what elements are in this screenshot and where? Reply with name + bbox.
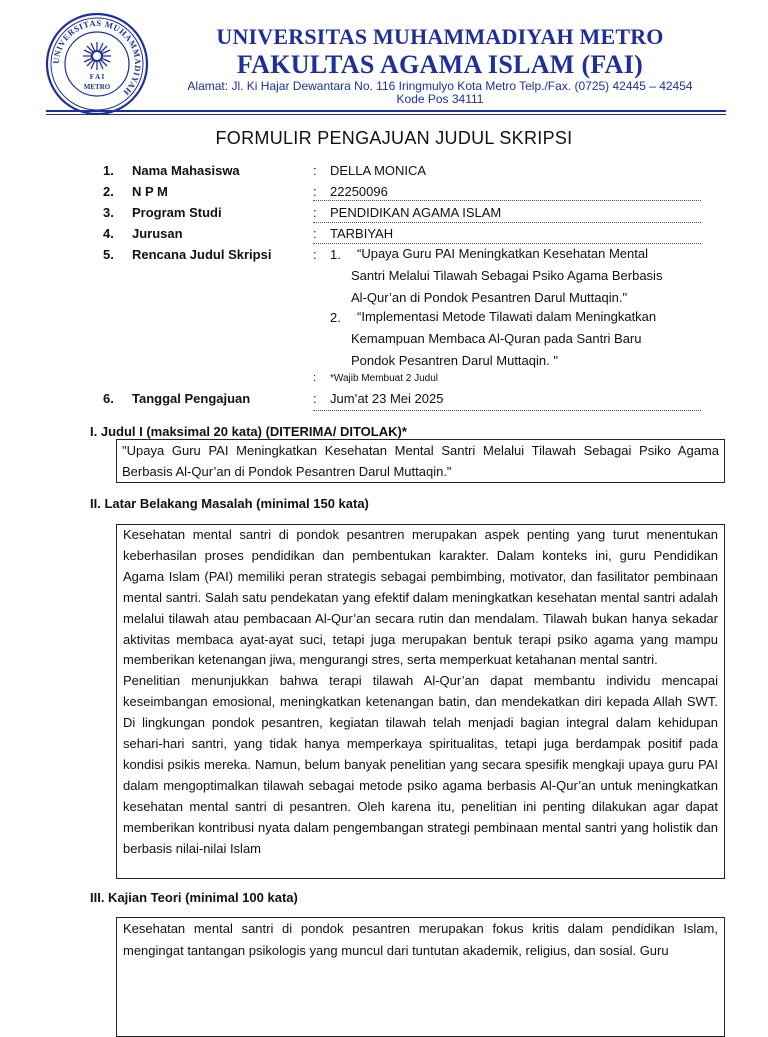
title-1-line-2: Santri Melalui Tilawah Sebagai Psiko Agama Berbasis xyxy=(351,268,663,283)
dotted-rule xyxy=(313,410,701,411)
seal-inner-text-fai: F A I xyxy=(89,73,105,81)
kajian-paragraph-1: Kesehatan mental santri di pondok pesantren merupakan fokus kritis dalam pendidikan Islam, mengingat tantangan psikologis yang muncul dari tuntutan akademik, religius, dan sosial. Guru xyxy=(123,921,718,958)
value-npm: 22250096 xyxy=(330,184,388,199)
title-number: 1. xyxy=(330,247,341,262)
title-2-line-3: Pondok Pesantren Darul Muttaqin. " xyxy=(351,353,558,368)
label-tanggal-pengajuan: Tanggal Pengajuan xyxy=(132,391,251,406)
section-judul-heading: I. Judul I (maksimal 20 kata) (DITERIMA/ DITOLAK)* xyxy=(90,424,407,439)
colon: : xyxy=(313,184,317,199)
colon: : xyxy=(313,372,317,384)
faculty-name: FAKULTAS AGAMA ISLAM (FAI) xyxy=(236,50,644,79)
value-tanggal-pengajuan: Jum’at 23 Mei 2025 xyxy=(330,391,444,406)
section-latar-box xyxy=(116,524,725,879)
dotted-rule xyxy=(313,200,701,201)
title-1-line-3: Al-Qur’an di Pondok Pesantren Darul Muttaqin." xyxy=(351,290,628,305)
colon: : xyxy=(313,163,317,178)
row-number: 2. xyxy=(103,184,114,199)
value-program-studi: PENDIDIKAN AGAMA ISLAM xyxy=(330,205,502,220)
address-line-2: Kode Pos 34111 xyxy=(396,92,484,106)
titles-note: *Wajib Membuat 2 Judul xyxy=(330,373,439,384)
header-rule-thick xyxy=(46,110,726,112)
form-title: FORMULIR PENGAJUAN JUDUL SKRIPSI xyxy=(215,128,573,148)
seal-ring-text: UNIVERSITAS MUHAMMADIYAH xyxy=(50,17,144,98)
section-judul-box xyxy=(116,439,725,483)
section-latar-heading: II. Latar Belakang Masalah (minimal 150 kata) xyxy=(90,496,369,511)
university-seal-icon xyxy=(45,12,149,116)
label-jurusan: Jurusan xyxy=(132,226,183,241)
title-2-line-2: Kemampuan Membaca Al-Quran pada Santri Baru xyxy=(351,331,642,346)
label-npm: N P M xyxy=(132,184,168,199)
colon: : xyxy=(313,226,317,241)
value-jurusan: TARBIYAH xyxy=(330,226,394,241)
row-number: 5. xyxy=(103,247,114,262)
dotted-rule xyxy=(313,222,701,223)
value-nama-mahasiswa: DELLA MONICA xyxy=(330,163,427,178)
row-number: 4. xyxy=(103,226,114,241)
section-judul-text: "Upaya Guru PAI Meningkatkan Kesehatan Mental Santri Melalui Tilawah Sebagai Psiko Agama Berbasis Al-Qur’an di Pondok Pesantren Darul Muttaqin." xyxy=(122,443,719,479)
label-rencana-judul: Rencana Judul Skripsi xyxy=(132,247,272,262)
university-name: UNIVERSITAS MUHAMMADIYAH METRO xyxy=(216,24,664,49)
title-number: 2. xyxy=(330,310,341,325)
header-rule-thin xyxy=(46,114,726,115)
title-1-line-1: “Upaya Guru PAI Meningkatkan Kesehatan Mental xyxy=(357,246,648,261)
latar-paragraph-2: Penelitian menunjukkan bahwa terapi tilawah Al-Qur’an dapat membantu individu mencapai keseimbangan emosional, meningkatkan ketenangan batin, dan mendekatkan diri kepada Allah SWT. Di lingkungan pondok pesantren, kegiatan tilawah telah menjadi bagian integral dalam kehidupan sehari-hari santri, yang tidak hanya memperkaya spiritualitas, tetapi juga berdampak positif pada kondisi psikis mereka. Namun, belum banyak penelitian yang secara spesifik mengkaji upaya guru PAI dalam mengoptimalkan tilawah sebagai metode psiko agama berbasis Al-Qur’an untuk meningkatkan kesehatan mental santri di pesantren. Oleh karena itu, penelitian ini penting dilakukan agar dapat memberikan kontribusi nyata dalam pengembangan strategi pembinaan mental santri yang holistik dan berbasis nilai-nilai Islam xyxy=(123,673,718,856)
latar-paragraph-1: Kesehatan mental santri di pondok pesantren merupakan aspek penting yang turut menentukan keberhasilan proses pendidikan dan pembentukan karakter. Dalam konteks ini, guru Pendidikan Agama Islam (PAI) memiliki peran strategis sebagai pembimbing, motivator, dan fasilitator pembinaan mental santri. Salah satu pendekatan yang efektif dalam meningkatkan kesehatan mental santri adalah melalui tilawah atau pembacaan Al-Qur’an secara rutin dan mendalam. Tilawah bukan hanya sekadar aktivitas membaca ayat-ayat suci, tetapi juga merupakan bentuk terapi psiko agama yang mampu memberikan ketenangan jiwa, mengurangi stres, serta memperkuat ketahanan mental santri. xyxy=(123,527,718,668)
title-2-line-1: “Implementasi Metode Tilawati dalam Meningkatkan xyxy=(357,309,657,324)
colon: : xyxy=(313,205,317,220)
row-number: 6. xyxy=(103,391,114,406)
colon: : xyxy=(313,391,317,406)
label-nama-mahasiswa: Nama Mahasiswa xyxy=(132,163,240,178)
section-kajian-box xyxy=(116,917,725,1037)
address-line-1: Alamat: Jl. Ki Hajar Dewantara No. 116 Iringmulyo Kota Metro Telp./Fax. (0725) 42445 – 42454 xyxy=(187,79,693,93)
row-number: 1. xyxy=(103,163,114,178)
seal-inner-text-metro: METRO xyxy=(83,83,111,91)
colon: : xyxy=(313,247,317,262)
row-number: 3. xyxy=(103,205,114,220)
label-program-studi: Program Studi xyxy=(132,205,222,220)
section-kajian-heading: III. Kajian Teori (minimal 100 kata) xyxy=(90,890,298,905)
